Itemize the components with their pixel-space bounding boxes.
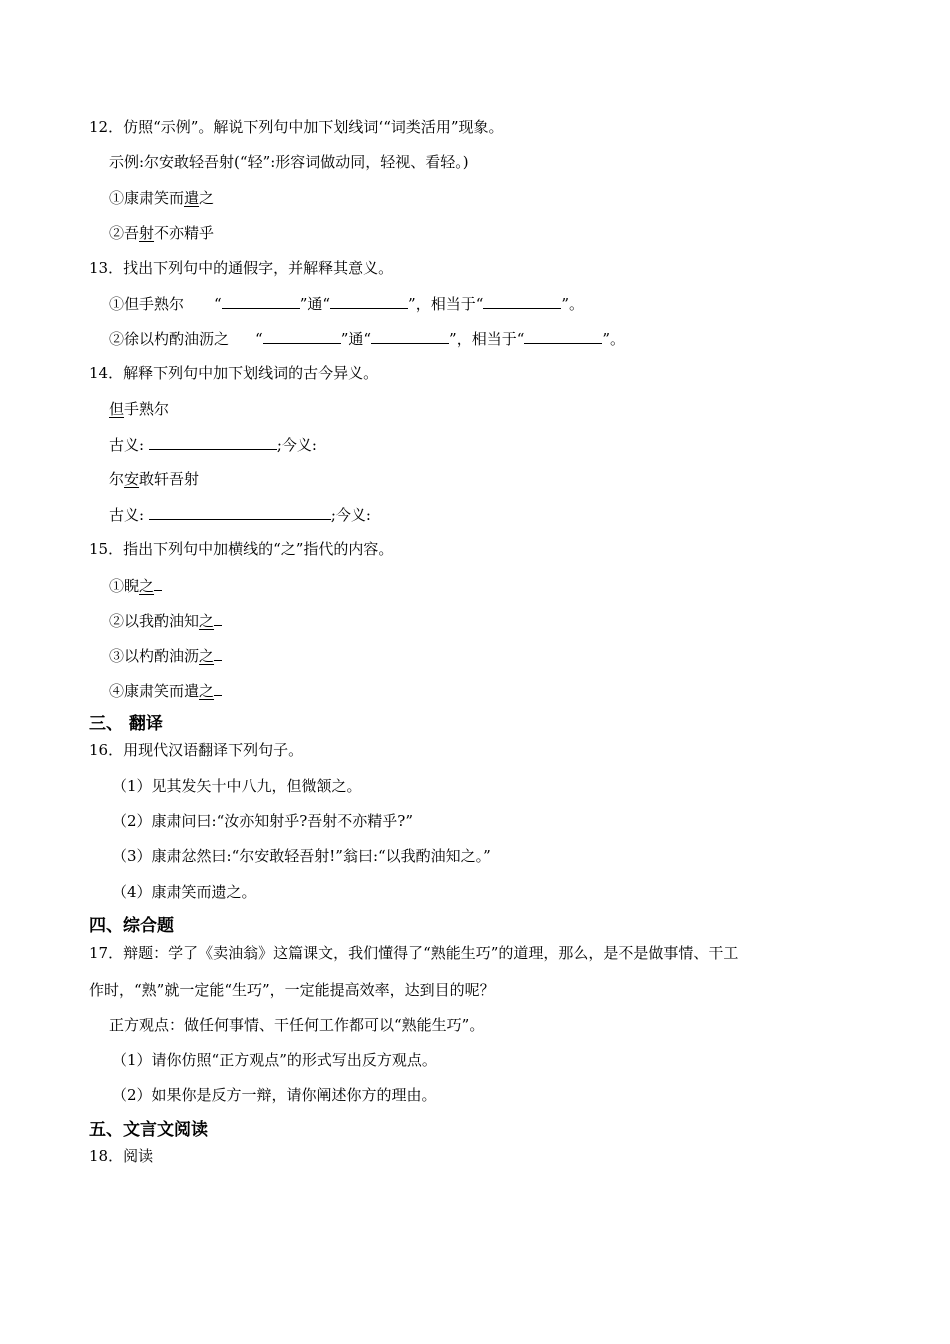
q12-item-2: ②吾射不亦精乎 xyxy=(109,224,215,242)
q17-item-2: （2）如果你是反方一辩，请你阐述你方的理由。 xyxy=(112,1086,437,1104)
q16-item-4: （4）康肃笑而遗之。 xyxy=(112,883,257,901)
q13-item-1: ①但手熟尔 “ ”通“ ”，相当于“ ”。 xyxy=(109,295,585,313)
underlined-word: 遣 xyxy=(184,189,200,207)
section-heading-classical-reading: 五、文言文阅读 xyxy=(89,1120,208,1140)
q17-line-1: 17．辩题：学了《卖油翁》这篇课文，我们懂得了“熟能生巧”的道理，那么，是不是做事情、干工 xyxy=(89,944,739,962)
section-heading-comprehensive: 四、综合题 xyxy=(89,916,174,936)
q18-title: 18．阅读 xyxy=(89,1147,154,1165)
underlined-word: 射 xyxy=(139,224,155,242)
q12-example: 示例:尔安敢轻吾射(“轻”:形容词做动同，轻视、看轻。) xyxy=(109,153,469,171)
q14-word-1: 但手熟尔 xyxy=(109,400,170,418)
underlined-word: 之 xyxy=(199,682,215,700)
q12-item-1: ①康肃笑而遣之 xyxy=(109,189,215,207)
q15-item-4: ④康肃笑而遣之 xyxy=(109,680,222,701)
q14-answer-2: 古义: ;今义: xyxy=(109,506,371,524)
q13-title: 13．找出下列句中的通假字，并解释其意义。 xyxy=(89,259,394,277)
q15-item-3: ③以杓酌油沥之 xyxy=(109,645,222,666)
q16-item-2: （2）康肃问曰:“汝亦知射乎?吾射不亦精乎?” xyxy=(112,812,414,830)
q15-title: 15．指出下列句中加横线的“之”指代的内容。 xyxy=(89,540,394,558)
q14-title: 14．解释下列句中加下划线词的古今异义。 xyxy=(89,364,379,382)
q12-title: 12．仿照“示例”。解说下列句中加下划线词‘“词类活用”现象。 xyxy=(89,118,504,136)
q16-item-1: （1）见其发矢十中八九，但微颔之。 xyxy=(112,777,362,795)
underlined-word: 之 xyxy=(199,647,215,665)
q14-word-2: 尔安敢轩吾射 xyxy=(109,470,200,488)
underlined-word: 但 xyxy=(109,400,125,418)
q16-title: 16．用现代汉语翻译下列句子。 xyxy=(89,741,304,759)
answer-blank[interactable] xyxy=(330,293,408,309)
answer-blank[interactable] xyxy=(222,293,300,309)
underlined-word: 之 xyxy=(139,577,155,595)
answer-blank[interactable] xyxy=(524,328,602,344)
answer-blank[interactable] xyxy=(149,504,331,520)
answer-blank[interactable] xyxy=(483,293,561,309)
q14-answer-1: 古义: ;今义: xyxy=(109,436,317,454)
answer-blank[interactable] xyxy=(371,328,449,344)
q17-item-1: （1）请你仿照“正方观点”的形式写出反方观点。 xyxy=(112,1051,437,1069)
q17-positive-view: 正方观点：做任何事情、干任何工作都可以“熟能生巧”。 xyxy=(109,1016,485,1034)
q13-item-2: ②徐以杓酌油沥之 “ ”通“ ”，相当于“ ”。 xyxy=(109,330,626,348)
q15-item-2: ②以我酌油知之 xyxy=(109,610,222,631)
underlined-word: 安 xyxy=(124,470,140,488)
answer-blank[interactable] xyxy=(263,328,341,344)
q17-line-2: 作时，“熟”就一定能“生巧”，一定能提高效率，达到目的呢？ xyxy=(89,981,495,999)
answer-blank[interactable] xyxy=(149,434,277,450)
q15-item-1: ①睨之 xyxy=(109,575,162,596)
q16-item-3: （3）康肃忿然曰:“尔安敢轻吾射!”翁曰:“以我酌油知之。” xyxy=(112,847,491,865)
section-heading-translation: 三、 翻译 xyxy=(89,714,163,734)
underlined-word: 之 xyxy=(199,612,215,630)
